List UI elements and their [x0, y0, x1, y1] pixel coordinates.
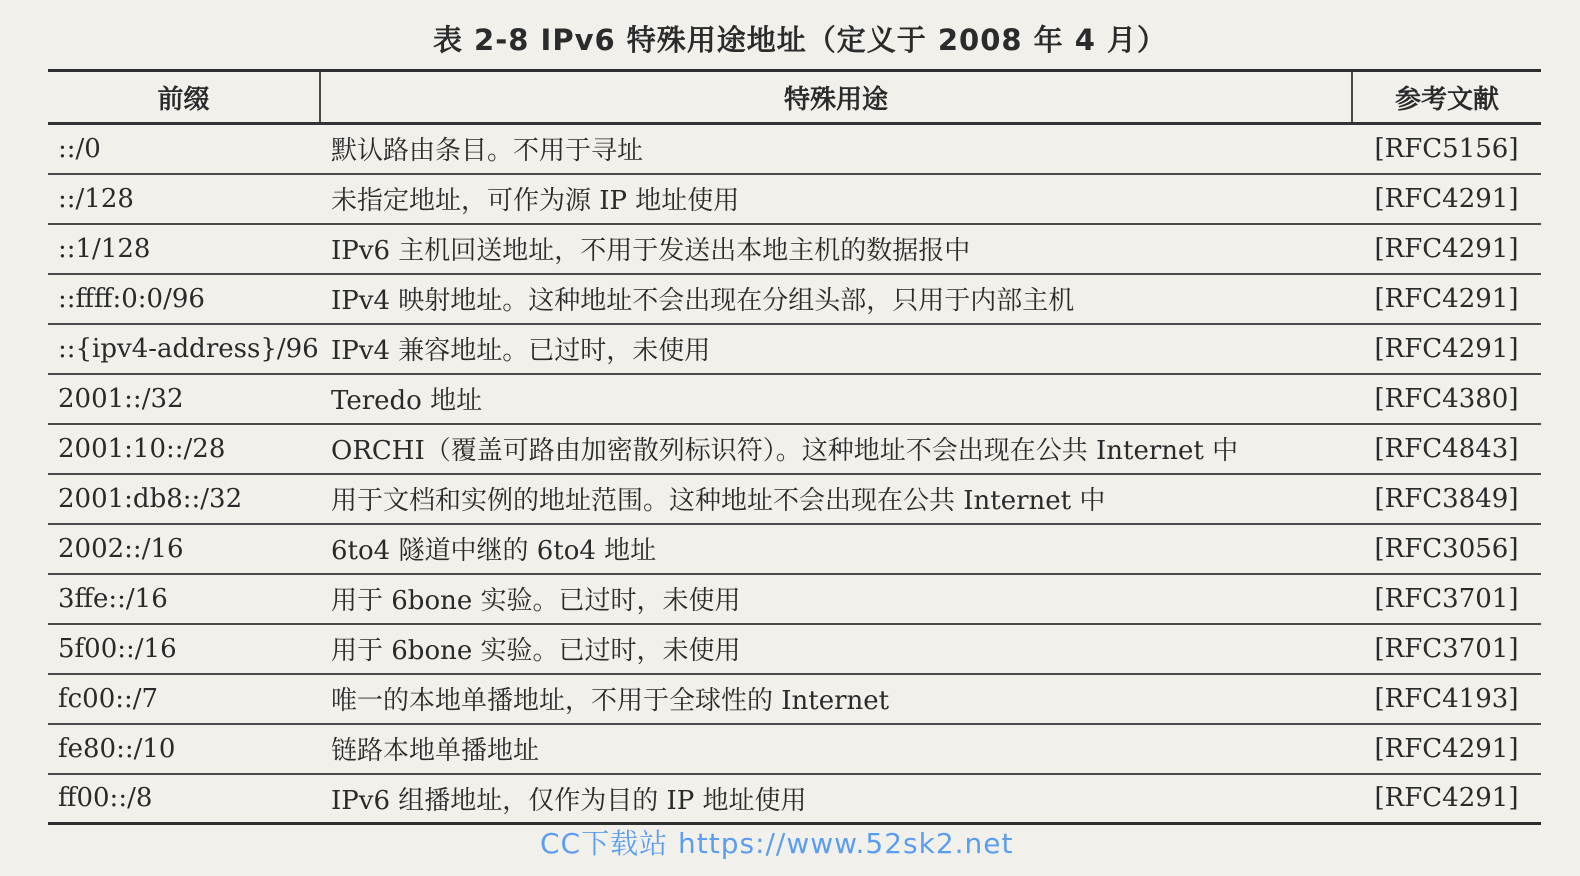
table-header-row	[48, 71, 1541, 124]
table-row	[48, 524, 1541, 574]
use-cell: IPv4 映射地址。这种地址不会出现在分组头部，只用于内部主机	[320, 274, 1352, 324]
table-row	[48, 174, 1541, 224]
prefix-cell: fc00::/7	[48, 674, 320, 724]
prefix-cell: ::/128	[48, 174, 320, 224]
use-cell: 用于 6bone 实验。已过时，未使用	[320, 574, 1352, 624]
table-row	[48, 224, 1541, 274]
header-use: 特殊用途	[320, 71, 1352, 124]
prefix-cell: ::{ipv4-address}/96	[48, 324, 320, 374]
use-cell: 链路本地单播地址	[320, 724, 1352, 774]
prefix-cell: 2002::/16	[48, 524, 320, 574]
prefix-cell: 5f00::/16	[48, 624, 320, 674]
table-row	[48, 574, 1541, 624]
ref-cell: [RFC4291]	[1374, 783, 1519, 814]
ref-cell: [RFC3701]	[1352, 574, 1541, 624]
use-cell: Teredo 地址	[320, 374, 1352, 424]
prefix-cell: ::1/128	[48, 224, 320, 274]
ref-cell: [RFC4193]	[1352, 674, 1541, 724]
ref-cell: [RFC4291]	[1352, 274, 1541, 324]
use-cell: 用于 6bone 实验。已过时，未使用	[320, 624, 1352, 674]
use-cell: IPv6 组播地址，仅作为目的 IP 地址使用	[331, 785, 807, 816]
watermark: CC下载站 https://www.52sk2.net	[540, 827, 1014, 860]
use-cell: ORCHI（覆盖可路由加密散列标识符）。这种地址不会出现在公共 Internet 中	[320, 424, 1352, 474]
prefix-cell: 2001::/32	[48, 374, 320, 424]
table-row	[48, 324, 1541, 374]
table-row	[48, 724, 1541, 774]
table-row	[48, 424, 1541, 474]
table-row	[48, 674, 1541, 724]
use-cell: 未指定地址，可作为源 IP 地址使用	[320, 174, 1352, 224]
use-cell: 唯一的本地单播地址，不用于全球性的 Internet	[320, 674, 1352, 724]
prefix-cell: ff00::/8	[58, 783, 153, 814]
table-row	[48, 474, 1541, 524]
ref-cell: [RFC4291]	[1352, 224, 1541, 274]
prefix-cell: ::/0	[48, 124, 320, 174]
ref-cell: [RFC4380]	[1352, 374, 1541, 424]
ref-cell: [RFC3701]	[1352, 624, 1541, 674]
table-row	[48, 124, 1541, 174]
header-prefix: 前缀	[48, 71, 320, 124]
prefix-cell: fe80::/10	[48, 724, 320, 774]
ref-cell: [RFC3849]	[1352, 474, 1541, 524]
use-cell: 6to4 隧道中继的 6to4 地址	[320, 524, 1352, 574]
table-row	[48, 624, 1541, 674]
ref-cell: [RFC5156]	[1352, 124, 1541, 174]
ref-cell: [RFC4291]	[1352, 324, 1541, 374]
ref-cell: [RFC4843]	[1352, 424, 1541, 474]
table-body	[48, 124, 1541, 824]
use-cell: 用于文档和实例的地址范围。这种地址不会出现在公共 Internet 中	[320, 474, 1352, 524]
prefix-cell: 2001:10::/28	[48, 424, 320, 474]
table-row	[48, 774, 1541, 824]
ref-cell: [RFC3056]	[1352, 524, 1541, 574]
table-row	[48, 374, 1541, 424]
use-cell: 默认路由条目。不用于寻址	[320, 124, 1352, 174]
ref-cell: [RFC4291]	[1352, 724, 1541, 774]
prefix-cell: 3ffe::/16	[48, 574, 320, 624]
prefix-cell: 2001:db8::/32	[48, 474, 320, 524]
table-row	[48, 274, 1541, 324]
table-container	[48, 69, 1541, 825]
use-cell: IPv6 主机回送地址，不用于发送出本地主机的数据报中	[320, 224, 1352, 274]
header-ref: 参考文献	[1352, 71, 1541, 124]
table-caption: 表 2-8 IPv6 特殊用途地址（定义于 2008 年 4 月）	[432, 23, 1168, 57]
ref-cell: [RFC4291]	[1352, 174, 1541, 224]
prefix-cell: ::ffff:0:0/96	[48, 274, 320, 324]
use-cell: IPv4 兼容地址。已过时，未使用	[320, 324, 1352, 374]
special-address-table	[48, 69, 1541, 825]
